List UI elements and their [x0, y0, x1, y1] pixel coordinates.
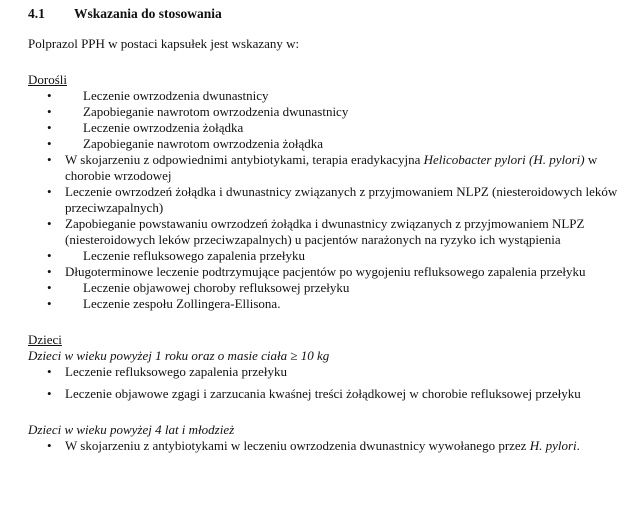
intro-paragraph: Polprazol PPH w postaci kapsułek jest wskazany w:: [28, 36, 300, 51]
list-item: • Leczenie owrzodzenia dwunastnicy: [47, 88, 269, 103]
children-title: Dzieci: [28, 332, 62, 347]
list-item: • W skojarzeniu z antybiotykami w leczeniu owrzodzenia dwunastnicy wywołanego przez H. pylori.: [47, 438, 580, 453]
adults-list: [28, 88, 618, 312]
section-heading: [28, 6, 618, 24]
section-title: Wskazania do stosowania: [74, 6, 222, 21]
bullet: •: [47, 386, 52, 401]
bullet: •: [47, 104, 52, 119]
section-number: 4.1: [28, 6, 45, 21]
italic-term: (H. pylori): [529, 152, 585, 167]
italic-term: Helicobacter pylori: [423, 152, 526, 167]
list-item: • Leczenie refluksowego zapalenia przełyku: [47, 364, 287, 379]
bullet: •: [47, 216, 52, 231]
list-item: • Leczenie objawowe zgagi i zarzucania kwaśnej treści żołądkowej w chorobie refluksowej przełyku: [47, 386, 581, 401]
bullet: •: [47, 136, 52, 151]
adults-title: Dorośli: [28, 72, 67, 87]
children-list-2: [28, 438, 618, 454]
document-page: [28, 6, 618, 454]
list-item: • Leczenie owrzodzenia żołądka: [47, 120, 244, 135]
bullet: •: [47, 152, 52, 167]
children-subtitle-1: Dzieci w wieku powyżej 1 roku oraz o masie ciała ≥ 10 kg: [28, 348, 330, 363]
bullet: •: [47, 248, 52, 263]
children-list-1: [28, 364, 618, 402]
list-item: • Długoterminowe leczenie podtrzymujące pacjentów po wygojeniu refluksowego zapalenia przełyku: [47, 264, 586, 279]
children-subtitle-2: Dzieci w wieku powyżej 4 lat i młodzież: [28, 422, 235, 437]
bullet: •: [47, 120, 52, 135]
bullet: •: [47, 184, 52, 199]
list-item: • Leczenie owrzodzeń żołądka i dwunastnicy związanych z przyjmowaniem NLPZ (niesteroidowych leków przeciwzapalnych): [47, 184, 618, 215]
list-item: • W skojarzeniu z odpowiednimi antybiotykami, terapia eradykacyjna Helicobacter pylori (H. pylori) w chorobie wrzodowej: [47, 152, 598, 183]
bullet: •: [47, 88, 52, 103]
bullet: •: [47, 296, 52, 311]
list-item: • Zapobieganie nawrotom owrzodzenia dwunastnicy: [47, 104, 349, 119]
bullet: •: [47, 280, 52, 295]
bullet: •: [47, 364, 52, 379]
italic-term: H. pylori: [529, 438, 577, 453]
bullet: •: [47, 438, 52, 453]
list-item: • Leczenie zespołu Zollingera-Ellisona.: [47, 296, 281, 311]
list-item: • Zapobieganie powstawaniu owrzodzeń żołądka i dwunastnicy związanych z przyjmowaniem NLPZ (niesteroidowych leków przeciwzapalnych) u pacjentów narażonych na ryzyko ich wystąpienia: [47, 216, 585, 247]
list-item: • Leczenie refluksowego zapalenia przełyku: [47, 248, 305, 263]
bullet: •: [47, 264, 52, 279]
list-item: • Leczenie objawowej choroby refluksowej przełyku: [47, 280, 350, 295]
list-item: • Zapobieganie nawrotom owrzodzenia żołądka: [47, 136, 324, 151]
